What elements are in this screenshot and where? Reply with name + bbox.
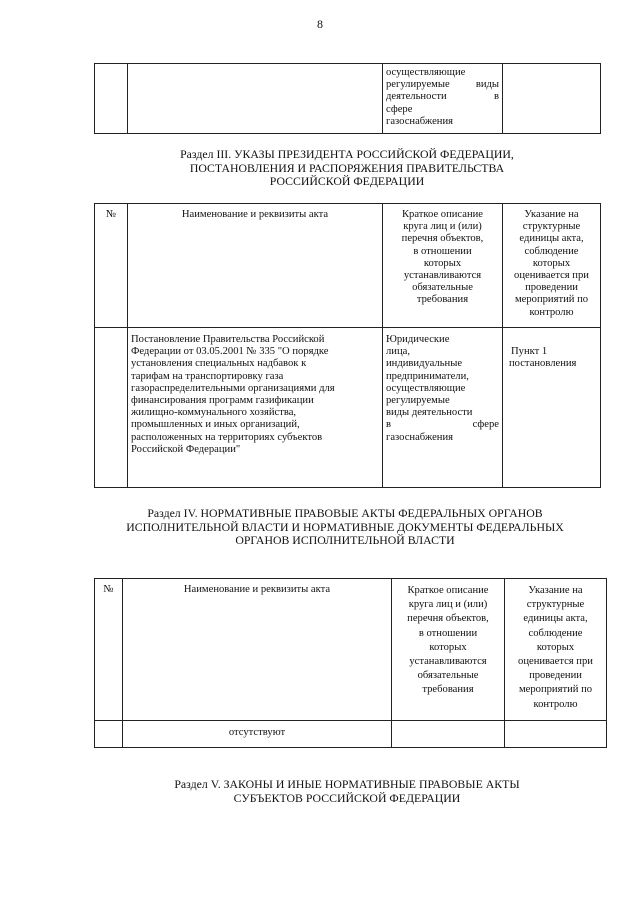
header-line: перечня объектов, (407, 613, 489, 625)
header-line: проведении (525, 282, 578, 294)
header-line: которых (423, 257, 462, 269)
header-line: контролю (529, 306, 574, 318)
header-line: единицы акта, (519, 233, 584, 245)
header-line: соблюдение (528, 627, 583, 639)
text-line: Российской Федерации" (131, 443, 241, 455)
header-line: Указание на (528, 585, 583, 596)
text-line: газоснабжения (386, 431, 454, 443)
text-line: Пункт 1 (511, 346, 548, 357)
text-line: в сфере (386, 419, 499, 431)
header-line: устанавливаются (409, 656, 487, 668)
section3-table (94, 203, 601, 488)
title-line: Раздел V. ЗАКОНЫ И ИНЫЕ НОРМАТИВНЫЕ ПРАВОВЫЕ АКТЫ (174, 777, 520, 791)
text-line: тарифам на транспортировку газа (131, 370, 284, 382)
text-line: промышленных и иных организаций, (131, 419, 300, 431)
header-line: единицы акта, (523, 613, 588, 625)
text-line: сфере (386, 103, 413, 115)
header-line: контролю (533, 698, 578, 710)
text-line: расположенных на территориях субъектов (131, 431, 323, 443)
text-line: виды деятельности (386, 407, 473, 419)
text-line: установления специальных надбавок к (131, 358, 307, 370)
row-num (95, 328, 128, 488)
text-line: лица, (386, 346, 410, 358)
header-line: которых (429, 641, 467, 653)
header-name-text: Наименование и реквизиты акта (181, 209, 329, 220)
header-name (123, 579, 392, 721)
table-cell (505, 721, 607, 748)
table-cell (95, 721, 123, 748)
text-line: Постановление Правительства Российской (131, 334, 325, 345)
title-line: ПОСТАНОВЛЕНИЯ И РАСПОРЯЖЕНИЯ ПРАВИТЕЛЬСТВА (189, 160, 505, 175)
header-line: мероприятий по (514, 294, 589, 306)
header-units (503, 204, 601, 328)
title-line: ОРГАНОВ ИСПОЛНИТЕЛЬНОЙ ВЛАСТИ (235, 533, 455, 547)
header-line: Краткое описание (401, 209, 483, 220)
text-line: предприниматели, (386, 370, 469, 382)
header-name-text: Наименование и реквизиты акта (183, 584, 331, 595)
section4-table (94, 578, 607, 748)
table-cell (392, 721, 505, 748)
header-line: требования (422, 684, 474, 696)
table-cell (128, 64, 383, 134)
text-line: Юридические (386, 334, 450, 345)
header-persons (383, 204, 503, 328)
title-line: Раздел III. УКАЗЫ ПРЕЗИДЕНТА РОССИЙСКОЙ ФЕДЕРАЦИИ, (180, 147, 514, 161)
empty-row-cell (123, 721, 392, 748)
header-line: обязательные (417, 670, 479, 682)
text-line: газоснабжения (386, 115, 454, 127)
header-line: круга лиц и (или) (403, 221, 482, 233)
section3-title (94, 148, 600, 189)
text-line: Федерации от 03.05.2001 № 335 "О порядке (131, 346, 329, 358)
header-line: мероприятий по (518, 684, 593, 696)
table-cell (95, 64, 128, 134)
header-line: в отношении (418, 627, 478, 639)
text-line: осуществляющие (386, 67, 466, 78)
text-line: постановления (509, 358, 577, 370)
absent-text: отсутствуют (228, 727, 286, 738)
title-line: Раздел IV. НОРМАТИВНЫЕ ПРАВОВЫЕ АКТЫ ФЕДЕРАЛЬНЫХ ОРГАНОВ (147, 506, 543, 520)
header-line: Краткое описание (407, 585, 489, 596)
header-line: Указание на (524, 209, 579, 220)
header-line: которых (532, 257, 571, 269)
header-num-text: № (105, 209, 117, 220)
units-cell (503, 328, 601, 488)
title-line: ИСПОЛНИТЕЛЬНОЙ ВЛАСТИ И НОРМАТИВНЫЕ ДОКУМЕНТЫ ФЕДЕРАЛЬНЫХ (126, 519, 564, 534)
header-num (95, 579, 123, 721)
header-line: обязательные (412, 282, 473, 294)
table-cell (503, 64, 601, 134)
page-number: 8 (317, 17, 323, 31)
act-name-cell (128, 328, 383, 488)
header-name (128, 204, 383, 328)
section4-title (60, 507, 630, 548)
header-line: соблюдение (524, 245, 579, 257)
title-line: РОССИЙСКОЙ ФЕДЕРАЦИИ (269, 174, 425, 188)
persons-cell (383, 64, 503, 134)
text-line: осуществляющие (386, 382, 466, 394)
header-line: круга лиц и (или) (408, 599, 488, 611)
header-line: требования (416, 294, 469, 306)
header-persons (392, 579, 505, 721)
header-line: в отношении (413, 245, 472, 257)
section5-title (94, 778, 600, 805)
header-line: проведении (529, 670, 582, 682)
text-line: регулируемые виды (386, 79, 499, 91)
text-line: газораспределительными организациями для (131, 382, 335, 394)
persons-cell (383, 328, 503, 488)
header-num-text: № (103, 584, 114, 595)
text-line: финансирования программ газификации (131, 395, 314, 407)
text-line: жилищно-коммунального хозяйства, (131, 407, 297, 419)
header-line: оценивается при (518, 656, 593, 668)
header-line: перечня объектов, (401, 233, 484, 245)
header-num (95, 204, 128, 328)
header-line: структурные (522, 221, 581, 233)
header-line: которых (536, 641, 575, 653)
header-line: устанавливаются (403, 270, 482, 282)
header-line: структурные (526, 599, 585, 611)
header-line: оценивается при (514, 270, 589, 282)
text-line: деятельности в (386, 91, 499, 103)
title-line: СУБЪЕКТОВ РОССИЙСКОЙ ФЕДЕРАЦИИ (233, 790, 461, 805)
text-line: регулируемые (386, 395, 450, 407)
header-units (505, 579, 607, 721)
continuation-table (94, 63, 601, 134)
text-line: индивидуальные (386, 358, 463, 370)
